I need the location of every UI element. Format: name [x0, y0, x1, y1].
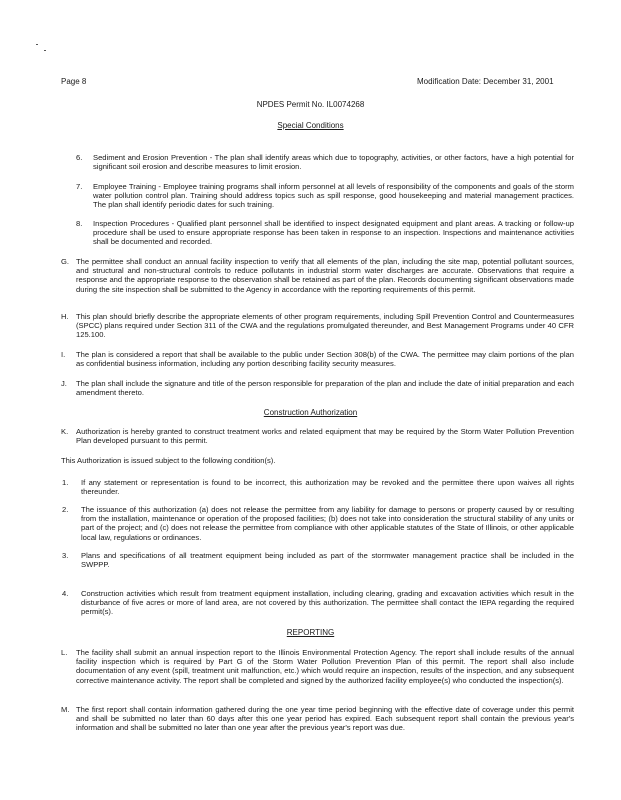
item-number: 8.: [76, 219, 83, 228]
section-title: Special Conditions: [277, 121, 344, 130]
item-text: The plan is considered a report that shall be available to the public under Section 308(b) of the CWA. The permittee may claim portions of the plan as confidential business information, including any portion describing facility security measures.: [76, 350, 574, 369]
construction-intro: Authorization is hereby granted to construct treatment works and related equipment that may be required by the Storm Water Pollution Prevention Plan developed pursuant to this permit.: [76, 427, 574, 446]
scan-speck: [36, 44, 38, 45]
scan-speck: [44, 50, 46, 51]
item-number: 2.: [62, 505, 69, 514]
item-text: The permittee shall conduct an annual facility inspection to verify that all elements of the plan, including the site map, potential pollutant sources, and structural and non-structural controls to reduce pollutants in industrial storm water discharges are accurate. Observations that require a response and the appropriate response to the observation shall be retained as part of the plan. Records documenting significant observations made during the site inspection shall be submitted to the Agency in accordance with the reporting requirements of this permit.: [76, 257, 574, 294]
item-letter: H.: [61, 312, 69, 321]
item-text: Employee Training - Employee training programs shall inform personnel at all levels of responsibility of the components and goals of the storm water pollution control plan. Training should address topics such as spill response, good housekeeping and material management practices. The plan shall identify periodic dates for such training.: [93, 182, 574, 210]
item-text: The facility shall submit an annual inspection report to the Illinois Environmental Protection Agency. The report shall include results of the annual facility inspection which is required by Part G of the Storm Water Pollution Prevention Plan of this permit. The report shall also include documentation of any event (spill, treatment unit malfunction, etc.) which would require an inspection, results of the inspection, and any subsequent corrective maintenance activity. The report shall be completed and signed by the authorized facility employee(s) who conducted the inspection(s).: [76, 648, 574, 685]
item-text: The plan shall include the signature and title of the person responsible for preparation of the plan and include the date of initial preparation and each amendment thereto.: [76, 379, 574, 398]
item-text: The issuance of this authorization (a) does not release the permittee from any liability for damage to persons or property caused by or resulting from the installation, maintenance or operation of the proposed facilities; (b) does not take into consideration the structural stability of any units or part of the project; and (c) does not release the permittee from compliance with other applicable statutes of the State of Illinois, or other applicable local law, regulations or ordinances.: [81, 505, 574, 542]
item-text: Construction activities which result from treatment equipment installation, including clearing, grading and excavation activities which result in the disturbance of five acres or more of land area, are not covered by this authorization. The permittee shall contact the IEPA regarding the required permit(s).: [81, 589, 574, 617]
item-number: 7.: [76, 182, 83, 191]
item-text: The first report shall contain information gathered during the one year time period beginning with the effective date of coverage under this permit and shall be submitted no later than 60 days after this one year period has expired. Each subsequent report shall contain the previous year's information and shall be submitted no later than one year after the previous year's report was due.: [76, 705, 574, 733]
item-letter: G.: [61, 257, 70, 266]
reporting-title: REPORTING: [286, 628, 335, 637]
item-text: This plan should briefly describe the appropriate elements of other program requirements, including Spill Prevention Control and Countermeasures (SPCC) plans required under Section 311 of the CWA and the regulations promulgated thereunder, and Best Management Programs under 40 CFR 125.100.: [76, 312, 574, 340]
item-number: 4.: [62, 589, 69, 598]
item-number: 6.: [76, 153, 83, 162]
item-letter: L.: [61, 648, 68, 657]
item-letter: K.: [61, 427, 69, 436]
modification-date: Modification Date: December 31, 2001: [417, 77, 554, 86]
page-number: Page 8: [61, 77, 87, 86]
item-text: Sediment and Erosion Prevention - The plan shall identify areas which due to topography, activities, or other factors, have a high potential for significant soil erosion and describe measures to limit erosion.: [93, 153, 574, 172]
item-number: 3.: [62, 551, 69, 560]
item-text: If any statement or representation is found to be incorrect, this authorization may be revoked and the permittee there upon waives all rights thereunder.: [81, 478, 574, 497]
item-text: Inspection Procedures - Qualified plant personnel shall be identified to inspect designated equipment and plant areas. A tracking or follow-up procedure shall be used to ensure appropriate response has been taken in response to an inspection. Inspections and maintenance activities shall be documented and recorded.: [93, 219, 574, 247]
construction-title: Construction Authorization: [263, 408, 358, 417]
item-number: 1.: [62, 478, 69, 487]
permit-number: NPDES Permit No. IL0074268: [256, 100, 365, 109]
item-letter: M.: [61, 705, 70, 714]
condition-line: This Authorization is issued subject to the following condition(s).: [61, 456, 276, 465]
item-letter: J.: [61, 379, 67, 388]
item-letter: I.: [61, 350, 66, 359]
item-text: Plans and specifications of all treatment equipment being included as part of the stormwater management practice shall be included in the SWPPP.: [81, 551, 574, 570]
